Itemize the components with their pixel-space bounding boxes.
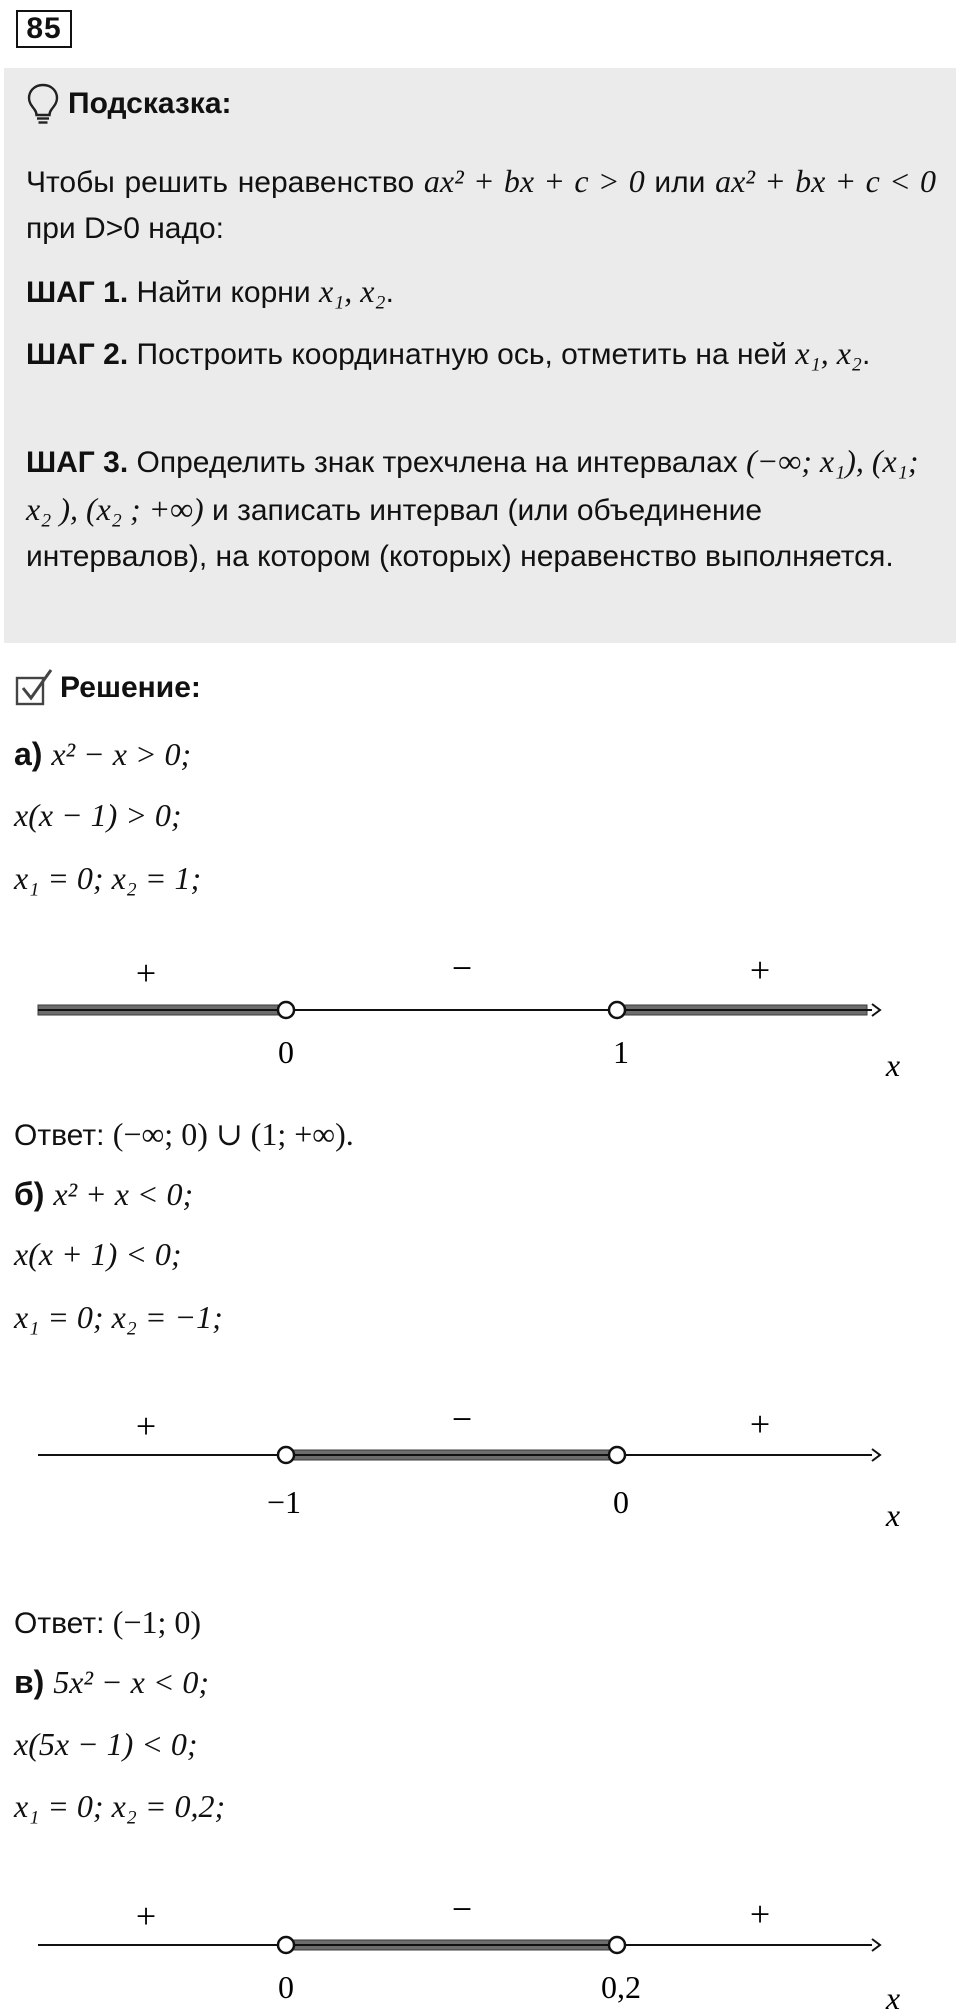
tick-label-left: 0 <box>278 1969 294 2005</box>
step-2-math: x₁, x₂ <box>795 335 863 371</box>
step-2-text: Построить координатную ось, отметить на ней <box>128 338 796 371</box>
axis-variable-label: x <box>885 1980 901 2011</box>
hint-step-2 <box>26 330 936 378</box>
answer-label: Ответ: <box>14 1607 113 1640</box>
open-point <box>609 1937 625 1953</box>
axis-variable-label: x <box>885 1497 901 1533</box>
number-line-a <box>0 948 960 1105</box>
part-b-label: б) <box>14 1176 45 1212</box>
part-c-roots-text: x₁ = 0; x₂ = 0,2; <box>14 1788 226 1824</box>
answer-value: (−1; 0) <box>112 1604 202 1640</box>
part-b-factored: x(x + 1) < 0; <box>14 1236 182 1272</box>
hint-header <box>26 82 232 126</box>
part-b-answer <box>14 1600 201 1646</box>
step-1-text: Найти корни <box>128 276 319 309</box>
step-3-label: ШАГ 3. <box>26 446 129 479</box>
step-1-label: ШАГ 1. <box>26 276 129 309</box>
sign-right: + <box>749 950 771 990</box>
tick-label-left: 0 <box>278 1034 294 1070</box>
hint-intro-condition: при D>0 надо: <box>26 212 225 245</box>
part-c-inequality: 5x² − x < 0; <box>53 1664 210 1700</box>
tick-label-right: 0 <box>613 1484 629 1520</box>
part-a-roots <box>14 856 201 900</box>
axis-arrow <box>872 1004 880 1016</box>
part-a-inequality: x² − x > 0; <box>51 736 192 772</box>
part-c-eq2 <box>14 1722 198 1766</box>
part-a-eq1 <box>14 732 191 776</box>
open-point <box>278 1447 294 1463</box>
open-point <box>609 1447 625 1463</box>
hint-step-3 <box>26 438 936 580</box>
part-c-label: в) <box>14 1664 45 1700</box>
sign-left: + <box>135 1896 157 1936</box>
part-b-roots-text: x₁ = 0; x₂ = −1; <box>14 1299 223 1335</box>
part-a-eq2 <box>14 793 182 837</box>
sign-middle: − <box>451 948 473 988</box>
part-c-eq1 <box>14 1660 209 1704</box>
step-3-text: Определить знак трехчлена на интервалах <box>128 446 747 479</box>
sign-left: + <box>135 953 157 993</box>
open-point <box>278 1002 294 1018</box>
hint-box <box>4 68 956 643</box>
step-1-math: x₁, x₂ <box>318 273 386 309</box>
sign-right: + <box>749 1404 771 1444</box>
axis-arrow <box>872 1939 880 1951</box>
hint-intro <box>26 158 936 252</box>
part-a-factored: x(x − 1) > 0; <box>14 797 182 833</box>
hint-step-1 <box>26 268 936 316</box>
sign-right: + <box>749 1894 771 1934</box>
answer-label: Ответ: <box>14 1119 113 1152</box>
solution-header <box>14 668 201 708</box>
tick-label-right: 0,2 <box>601 1969 641 2005</box>
axis-variable-label: x <box>885 1047 901 1083</box>
number-line-b <box>0 1400 960 1550</box>
part-a-roots-text: x₁ = 0; x₂ = 1; <box>14 860 202 896</box>
solution-title: Решение: <box>60 671 201 704</box>
sign-middle: − <box>451 1399 473 1439</box>
step-3-math: (−∞; x₁), (x₁; x₂ ), (x₂ ; +∞) <box>26 443 919 527</box>
step-2-label: ШАГ 2. <box>26 338 129 371</box>
sign-left: + <box>135 1406 157 1446</box>
open-point <box>609 1002 625 1018</box>
part-c-factored: x(5x − 1) < 0; <box>14 1726 198 1762</box>
checkbox-check-icon <box>14 668 54 708</box>
step-2-end: . <box>862 338 871 371</box>
hint-intro-or: или <box>644 166 716 199</box>
axis-arrow <box>872 1449 880 1461</box>
step-3-end: и записать интервал (или объединение интервалов), на котором (которых) неравенство выполняется. <box>26 494 894 573</box>
task-number: 85 <box>16 10 72 48</box>
hint-title: Подсказка: <box>68 87 232 120</box>
part-b-eq2 <box>14 1232 182 1276</box>
lightbulb-icon <box>26 82 60 126</box>
part-a-label: а) <box>14 736 43 772</box>
tick-label-right: 1 <box>613 1034 629 1070</box>
answer-value: (−∞; 0) ∪ (1; +∞). <box>112 1116 354 1152</box>
sign-middle: − <box>451 1889 473 1929</box>
open-point <box>278 1937 294 1953</box>
hint-formula-greater: ax² + bx + c > 0 <box>423 163 645 199</box>
part-c-roots <box>14 1784 225 1828</box>
step-1-end: . <box>385 276 394 309</box>
hint-intro-text: Чтобы решить неравенство <box>26 166 424 199</box>
part-b-eq1 <box>14 1172 193 1216</box>
part-b-roots <box>14 1295 223 1339</box>
number-line-c <box>0 1890 960 2011</box>
hint-formula-less: ax² + bx + c < 0 <box>715 163 937 199</box>
tick-label-left: −1 <box>266 1484 302 1520</box>
part-a-answer <box>14 1112 354 1158</box>
part-b-inequality: x² + x < 0; <box>53 1176 194 1212</box>
